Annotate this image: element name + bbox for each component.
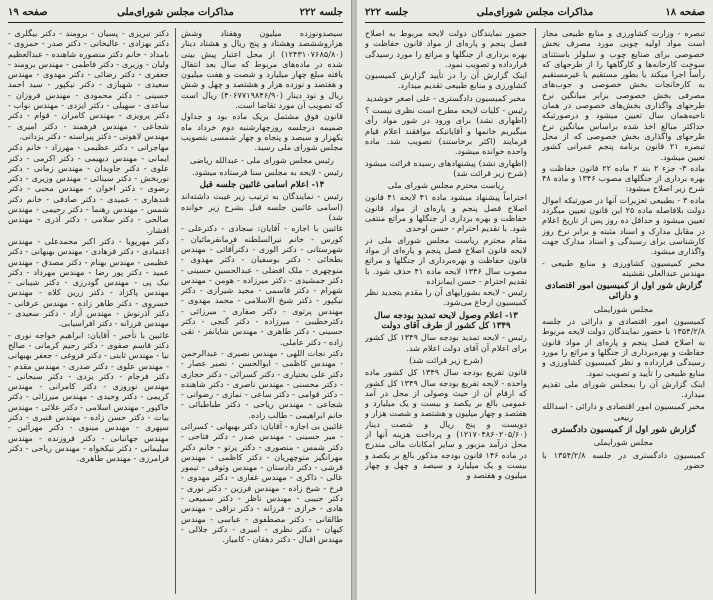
- left-page-right-column: [181, 28, 343, 596]
- left-page: [0, 0, 352, 600]
- centered-line: مخبر کمیسیون دادگستری - علی اصغر خوشدید: [366, 92, 526, 103]
- paragraph: حضور نمایندگان دولت لایحه مربوط به اصلاح فصل پنجم و پاره‌ای از مواد قانون حفاظت و بهره برداری از جنگلها و مراتع را مورد رسیدگی قرارداده و تصویب نمود.: [365, 28, 527, 69]
- paragraph: رئیس - لایحه به مجلس سنا فرستاده میشود.: [192, 166, 343, 177]
- right-page: [357, 0, 713, 600]
- paragraph: مخبر کمیسیون کشاورزی و منابع طبیعی - مهندس عبدالعلی نقشینه: [542, 257, 705, 278]
- paragraph: دکتر نجات اللهی - مهندس نصیری - عبدالرحمن - مهندس کاظمی - ابوالحسن - نصیر عصار - دکتر علی بختیاری - دکتر کسرائی - دکتر حجازی - دکتر محسنی - مهندس ناصری - دکتر شاهنده - دکتر قوامی - دکتر ساعی - نمازی - رضوانی - شجاعی - مهندس ریاحی - دکتر طباطبائی - خانم ابراهیمی - طالب زاده.: [181, 347, 343, 420]
- paragraph: قانون تفریغ بودجه سال ۱۳۴۹ کل کشور ماده واحده - لایحه تفریغ بودجه سال ۱۳۴۹ کل کشور که ارقام آن از حیث وصولی از محل در آمد عمومی بالغ بر یکصد و بیست و یک میلیارد و هفتصد و چهار میلیون و هشتصد و شصت هزار و دویست و پنج ریال و شصت دینار (۱۲۱۷۰۴۸۶۰۲۰۵/۶۰) و پرداخت هزینه آنها از محل درآمد مزبور و سایر امکانات مالی مندرج در ماده ۱۴۶ قانون بودجه مذکور بالغ بر یکصد و بیست و یک میلیارد و سیصد و چهل و چهار میلیون و هفتصد و: [365, 367, 527, 481]
- paragraph: غائبین با اجازه - آقایان: سجادی - دکترعلی - کورس - خانم نیرالسلطنه فرمانفرمائیان - شهرستانی - دکتر الوری - دکترآقائی - مهندس بطحائی - دکتر یوسفیان - دکتر مهدوی - منوچهری - ملک افضلی - عبدالحسین حسینی - دکتر جمشیدی - دکتر میرزاده - هومن - مهندس شهرام - دکتر قاسمی - مجید شیرازی - دکتر نیکپور - دکتر شیخ الاسلامی - محمد مهدوی - مهندس پرتوی - دکتر صفاری - میرزائی - دکترخطیبی - میرزاده - دکتر گنجی - دکتر حسینی - دکتر طاهری - مهندس شایانفر - تقی زاده - دکتر عاملی.: [181, 223, 343, 347]
- paragraph: کمیسیون امور اقتصادی و دارائی در جلسه ۱۳۵۴/۲/۸ با حضور نمایندگان دولت لایحه مربوط به اصلاح فصل پنجم و پاره‌ای از مواد قانون حفاظت و بهره‌برداری از جنگلها و مراتع را مورد رسیدگی قرارداده و نظر کمیسیون کشاورزی و منابع طبیعی را تأیید و تصویب نمود.: [542, 316, 705, 378]
- paragraph: اینک گزارش آن را بمجلس شورای ملی تقدیم میدارد.: [542, 378, 705, 400]
- paragraph: دکتر مهرپویا - دکتر اکبر محمدعلی - مهندس اعتمادی - دکتر فرهادی - مهندس بهبهانی - دکتر عظیمی - مهندس بهنام - دکتر مصدق - مهندس عمید - دکتر پور رضا - مهندس مهرداد - دکتر نیک پی - مهندس گودرزی - دکتر شیبانی - مهندس پاکزاد - دکتر زرین کلاه - مهندس خسروی - دکتر طاهر زاده - مهندس عرفانی - دکتر آذرنوش - مهندس آزاد - دکتر سعیدی - مهندس فرزانه - دکتر افراسیابی.: [8, 235, 169, 329]
- column-divider: [535, 28, 536, 594]
- centered-line: مجلس شورایملی: [593, 437, 654, 448]
- right-page-header: [365, 6, 705, 23]
- left-page-left-column: [8, 28, 169, 596]
- paragraph: قانون فوق مشتمل بریک ماده بود و جداول ضمیمه درجلسه روزچهارشنبه دوم خرداد ماه یکهزار و سیصد و پنجاه و چهار شمسی بتصویب مجلس شورای ملی رسید.: [181, 111, 343, 153]
- column-divider: [175, 28, 176, 594]
- paragraph: رئیس - لایحه تمدید بودجه سال ۱۳۴۹ کل کشور برای اعلام آن آقای دولت اعلام شد.: [365, 332, 527, 353]
- paragraph: رئیس - لایحه بشورایهای آن را مقدم بتجدید نظر کمیسیون ارجاع می‌شود.: [365, 287, 527, 308]
- paragraph: رئیس - نمایندگان به ترتیب زیر غیبت داشته‌اند (اسامی غائبین جلسه قبل بشرح زیر خوانده شد): [181, 191, 343, 223]
- centered-line: مخبر کمیسیون امور اقتصادی و دارائی - اسدالله ربیعی: [542, 401, 705, 422]
- right-page-number: صفحه ۱۸: [665, 7, 705, 18]
- paragraph: مقام محترم ریاست مجلس شورای ملی در لایحه قانون اصلاح فصل پنجم و پاره‌ای از مواد قانون حفاظت و بهره‌برداری از جنگلها و مراتع مصوب سال ۱۳۴۶ لایحه ماده ۴۱ حذف شود. با تقدیم احترام - حسن ایمانزاده: [365, 234, 527, 286]
- right-page-right-column: [542, 28, 705, 596]
- paragraph: غائبین بی اجازه - آقایان: دکتر بهبهانی - کسرائی - میر حسینی - مهندس صدر - دکتر فتاحی - دکتر شمس - منصوری - دکتر پرتو - خانم دکتر مهرانگیز منوچهریان - دکتر کاظمی - مهندس قرشی - دکتر دادستان - مهندس وثوقی - تیمور عالی - ذاکری - مهندس غفاری - دکتر مهدوی - فرخ - شیخ زاده - مهندس فرزین - دکتر نوری - دکتر حبیبی - مهندس ناظر - دکتر سمیعی - هادی - خرازی - فرزانه - دکتر نراقی - مهندس طالقانی - دکتر مصطفوی - عباسی - مهندس کیهان - دکتر نظری - امیری - دکتر جلالی - مهندس اقبال - دکتر دهقان - کامیار.: [181, 420, 343, 545]
- right-page-title: مذاکرات مجلس شورای‌ملی: [476, 7, 594, 18]
- paragraph: احتراماً پیشنهاد میشود ماده ۴۱ لایحه ۴۱ قانون اصلاح فصل پنجم و پاره‌ای از مواد قانون حفاظت و بهره برداری از جنگلها و مراتع منتفی شود. با تقدیم احترام - حسن اوحدی: [365, 192, 527, 234]
- centered-line: مجلس شورایملی: [593, 303, 654, 314]
- section-heading: ۱۳- اعلام وصول لایحه تمدید بودجه سال ۱۳۴۹ کل کشور از طرف آقای دولت: [374, 310, 518, 332]
- section-heading: گزارش شور اول از کمیسیون امور اقتصادی و دارائی: [545, 281, 702, 302]
- paragraph: ماده ۳ - بطبیعی تعزیرات آنها در صورتیکه اموال دولت بلافاصله ماده ۲۵ این قانون تعیین میگردد تعیین میشود و حداقل ده روز پس از تاریخ اعلام در مقابل مدارک و اسناد مثبته و برابر نرخ روز کارشناسی برای رسیدگی و اسناد مدارک جهت واگذاری میشود.: [542, 194, 705, 257]
- centered-line: (شرح زیر قرائت شد): [409, 354, 483, 365]
- section-heading: ۱۴- اعلام اسامی غائبین جلسه قبل: [199, 180, 325, 191]
- left-page-number: صفحه ۱۹: [8, 7, 48, 18]
- paragraph: رئیس - کلیات لایحه مطرح است نظری نیست ؟ (اظهاری نشد) برای ورود در شور مواد رأی میگیریم خانمها و آقایانیکه موافقند اعلام قیام فرمایند (اکثر برخاستند) تصویب شد. ماده واحده خوانده میشود.: [365, 105, 527, 157]
- paragraph: کمیسیون دادگستری در جلسه ۱۳۵۴/۲/۸ با حضور: [542, 449, 705, 470]
- centered-line: رئیس مجلس شورای ملی - عبدالله ریاضی: [189, 154, 335, 165]
- left-page-header: [8, 6, 343, 23]
- centered-line: ریاست محترم مجلس شورای ملی: [387, 180, 505, 191]
- left-page-session: جلسه ۲۲۲: [299, 7, 343, 18]
- right-page-left-column: [365, 28, 527, 596]
- paragraph: (اظهاری نشد) پیشنهادهای رسیده قرائت میشود (شرح زیر قرائت شد): [365, 157, 527, 178]
- right-page-session: جلسه ۲۲۲: [365, 7, 409, 18]
- section-heading: گزارش شور اول از کمیسیون دادگستری: [551, 424, 696, 435]
- paragraph: غائبین با تأخیر - آقایان: ابراهیم خواجه نوری - دکتر قاسم صفوی - دکتر رحیم کرمانی - صالح نیا - مهندس ثابتی - دکتر فروغی - جعفر بهبهانی - مهندس علوی - دکتر صدری - مهندس مقدم - دکتر فرجام - دکتر یزدی - دکتر سبحانی - مهندس نوروزی - دکتر کامرانی - مهندس کریمی - دکتر وحیدی - مهندس میرزائی - دکتر خاکپور - مهندس اسلامی - دکتر علائی - مهندس بیات - دکتر حسن زاده - مهندس قنبری - دکتر سپهری - مهندس مینوی - دکتر مهرآئین - مهندس جهانبانی - دکتر فروزنده - مهندس سلیمانی - دکتر نیکخواه - مهندس ریاحی - دکتر فرامرزی - مهندس طاهری.: [8, 329, 169, 464]
- paragraph: مهاجرانی - دکتر عظیمی - مهرزاد - خانم دکتر ایمانی - مهندس دیهیمی - دکتر اکرمی - دکتر علوی - دکتر جاویدان - مهندس زمانی - دکتر نوربخش - دکتر سینائی - مهندس وزیری - دکتر رضوی - دکتر اخوان - مهندس محبی - دکتر قندهاری - عمیدی - دکتر صادقی - خانم دکتر شمس - مهندس رهنما - دکتر رحیمی - مهندس صالحی - دکتر سلامی - دکتر آذری - مهندس افشار.: [8, 142, 169, 235]
- left-page-title: مذاکرات مجلس شورای‌ملی: [117, 7, 234, 18]
- paragraph: سیصدونوزده میلیون وهفتاد وشش هزاروششصد وهشتاد و پنج ریال و هشتاد دینار (۱۲۴۳۱۰۷۶۸۵/۸۰) از محل اعتبار پیش بینی شده در ماده‌های مربوط که سال بعد انتقال یافته مبلغ چهار میلیارد و شصت و هفت میلیون و هفتصد و نوزده هزار و هشتصد و چهل و شش ریال و نود دینار (۴۰۶۷۷۱۹۸۴۶/۹۰) ریال است که تصویب آن مورد تقاضا است.: [181, 28, 343, 111]
- paragraph: تبصره - وزارت کشاورزی و منابع طبیعی مجاز است مواد اولیه چوبی مورد مصرف بخش خصوصی برای صنایع چوب و سلولز باستثنای سوخت کارخانه‌ها و کارگاهها را از طرحهای که رأساً اجرا میکند یا بطور مستقیم یا غیرمستقیم به کارخانجات بخش خصوصی و جوب‌های مصرفی بخش خصوصی برابر میانگین نرخ طرحهای واگذاری بخش‌های خصوصی در همان ناحیه‌همان سال تعیین میشود و درصورتیکه حداکثر مبالغ اخذ شده براساس میانگین نرخ طرحهای واگذاری بخش خصوصی که از محل تبصره ۲۱ قانون برنامه پنجم عمرانی کشور تعیین میشود.: [542, 28, 705, 162]
- paragraph: دکتر تبریزی - پسیان - برومند - دکتر بیگلری - دکتر بهزادی - عالیخانی - دکتر صدر - حمزوی - بامداد - خانم دکتر منصوره شاهنده - عبدالعظیم ولیان - وزیری - دکتر فاطمی - مهندس برومند - جعفری - دکتر رضائی - دکتر مهدوی - مهندس سعیدی - شهبازی - دکتر نیکپور - سید احمد حسینی - دکتر محمودی - مهندس فروزان - ساعدی - سهیلی - دکتر ایزدی - مهندس نواب - دکتر پرویزی - مهندس کامران - قوام - دکتر شجاعی - مهندس فرهمند - دکتر امیری - مهندس لاهوتی - دکتر پیراسته - دکتر یزدانی.: [8, 28, 169, 141]
- paragraph: ماده ۳- جزء ۲ بند ۲ ماده ۲۲ قانون حفاظت و بهره برداری از جنگلهای مصوب ۱۳۴۶ و ماده ۴۸ شرح زیر اصلاح میشود:: [542, 162, 705, 194]
- paragraph: اینک گزارش آن را در تأیید گزارش کمیسیون کشاورزی و منابع طبیعی تقدیم میدارد.: [365, 70, 527, 91]
